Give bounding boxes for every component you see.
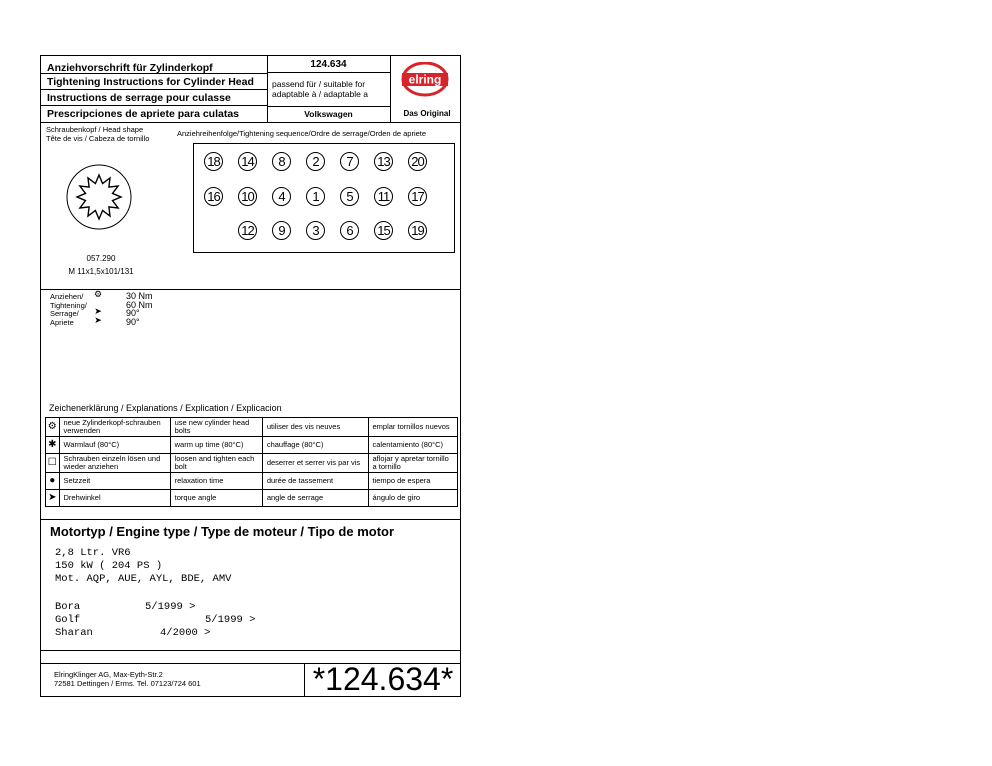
- model-row: Golf 5/1999 >: [55, 614, 256, 626]
- legend-cell: chauffage (80°C): [262, 437, 368, 454]
- engine-heading: Motortyp / Engine type / Type de moteur / Tipo de motor: [50, 524, 395, 539]
- suitable-text: passend für / suitable for adaptable à / adaptable a: [272, 79, 368, 99]
- bolt-position-16: 16: [204, 187, 223, 206]
- legend-cell: warm up time (80°C): [170, 437, 262, 454]
- legend-cell: neue Zylinderkopf-schrauben verwenden: [59, 418, 170, 437]
- legend-row: [46, 473, 458, 490]
- bolt-position-2: 2: [306, 152, 325, 171]
- company-address: ElringKlinger AG, Max-Eyth-Str.2 72581 Dettingen / Erms. Tel. 07123/724 601: [54, 670, 201, 688]
- legend-symbol-icon: ➤: [46, 490, 60, 507]
- title-de: Anziehvorschrift für Zylinderkopf: [47, 62, 213, 74]
- legend-cell: emplar tornillos nuevos: [368, 418, 458, 437]
- bolt-position-14: 14: [238, 152, 257, 171]
- legend-cell: loosen and tighten each bolt: [170, 454, 262, 473]
- legend-symbol-icon: ☐: [46, 454, 60, 473]
- legend-row: [46, 437, 458, 454]
- part-number: 124.634: [310, 59, 347, 70]
- title-es: Prescripciones de apriete para culatas: [47, 108, 240, 120]
- bolt-position-20: 20: [408, 152, 427, 171]
- bolt-position-11: 11: [374, 187, 393, 206]
- bolt-position-13: 13: [374, 152, 393, 171]
- bolt-position-1: 1: [306, 187, 325, 206]
- brand-tagline: Das Original: [403, 109, 451, 118]
- tightening-icons: [88, 290, 108, 324]
- svg-text:elring: elring: [408, 72, 442, 87]
- legend-cell: angle de serrage: [262, 490, 368, 507]
- title-en: Tightening Instructions for Cylinder Head: [47, 76, 254, 88]
- legend-cell: tiempo de espera: [368, 473, 458, 490]
- legend-symbol-icon: ✱: [46, 437, 60, 454]
- legend-symbol-icon: ⚙: [46, 418, 60, 437]
- legend-row: [46, 418, 458, 437]
- legend-cell: aflojar y apretar tornillo a tornillo: [368, 454, 458, 473]
- bolt-star-outline: [77, 175, 121, 219]
- legend-heading: Zeichenerklärung / Explanations / Explication / Explicacion: [49, 403, 282, 413]
- angle-arrow-icon: ➤: [94, 306, 102, 316]
- vehicle-make: Volkswagen: [304, 109, 353, 119]
- tightening-values: 30 Nm 60 Nm 90° 90°: [126, 291, 153, 327]
- legend-symbol-icon: ●: [46, 473, 60, 490]
- legend-cell: Warmlauf (80°C): [59, 437, 170, 454]
- bolt-position-19: 19: [408, 221, 427, 240]
- angle-arrow-icon: ➤: [94, 314, 102, 325]
- bolt-position-10: 10: [238, 187, 257, 206]
- engine-specs: 2,8 Ltr. VR6 150 kW ( 204 PS ) Mot. AQP, AUE, AYL, BDE, AMV: [55, 547, 232, 585]
- big-part-number: *124.634*: [312, 661, 454, 697]
- bolt-position-12: 12: [238, 221, 257, 240]
- sequence-label: Anziehreihenfolge/Tightening sequence/Ordre de serrage/Orden de apriete: [177, 129, 427, 138]
- legend-cell: use new cylinder head bolts: [170, 418, 262, 437]
- legend-cell: Schrauben einzeln lösen und wieder anziehen: [59, 454, 170, 473]
- bolt-position-15: 15: [374, 221, 393, 240]
- bolt-position-7: 7: [340, 152, 359, 171]
- bolt-position-8: 8: [272, 152, 291, 171]
- tightening-label: Anziehen/ Tightening/ Serrage/ Apriete: [50, 292, 87, 327]
- new-bolts-icon: ⚙: [93, 289, 103, 299]
- bolt-position-9: 9: [272, 221, 291, 240]
- legend-cell: utiliser des vis neuves: [262, 418, 368, 437]
- bolt-position-18: 18: [204, 152, 223, 171]
- title-fr: Instructions de serrage pour culasse: [47, 92, 231, 104]
- bolt-thread: M 11x1,5x101/131: [68, 267, 134, 276]
- model-list: [55, 601, 255, 640]
- legend-row: [46, 490, 458, 507]
- elring-logo: [399, 62, 451, 102]
- legend-cell: durée de tassement: [262, 473, 368, 490]
- legend-cell: Setzzeit: [59, 473, 170, 490]
- instruction-sheet: [40, 55, 461, 697]
- legend-table: [45, 417, 458, 507]
- bolt-position-17: 17: [408, 187, 427, 206]
- bolt-position-4: 4: [272, 187, 291, 206]
- bolt-position-3: 3: [306, 221, 325, 240]
- legend-cell: deserrer et serrer vis par vis: [262, 454, 368, 473]
- legend-cell: torque angle: [170, 490, 262, 507]
- bolt-position-5: 5: [340, 187, 359, 206]
- legend-cell: Drehwinkel: [59, 490, 170, 507]
- legend-row: [46, 454, 458, 473]
- legend-cell: ángulo de giro: [368, 490, 458, 507]
- multi-point-star-bolt-head-icon: [65, 163, 133, 231]
- legend-cell: relaxation time: [170, 473, 262, 490]
- model-row: Bora 5/1999 >: [55, 601, 196, 613]
- model-row: Sharan 4/2000 >: [55, 627, 211, 639]
- bolt-position-6: 6: [340, 221, 359, 240]
- legend-cell: calentamiento (80°C): [368, 437, 458, 454]
- sequence-grid: [193, 143, 455, 253]
- bolt-part-number: 057.290: [86, 254, 116, 263]
- head-shape-label: Schraubenkopf / Head shape Tête de vis / Cabeza de tornillo: [46, 125, 150, 143]
